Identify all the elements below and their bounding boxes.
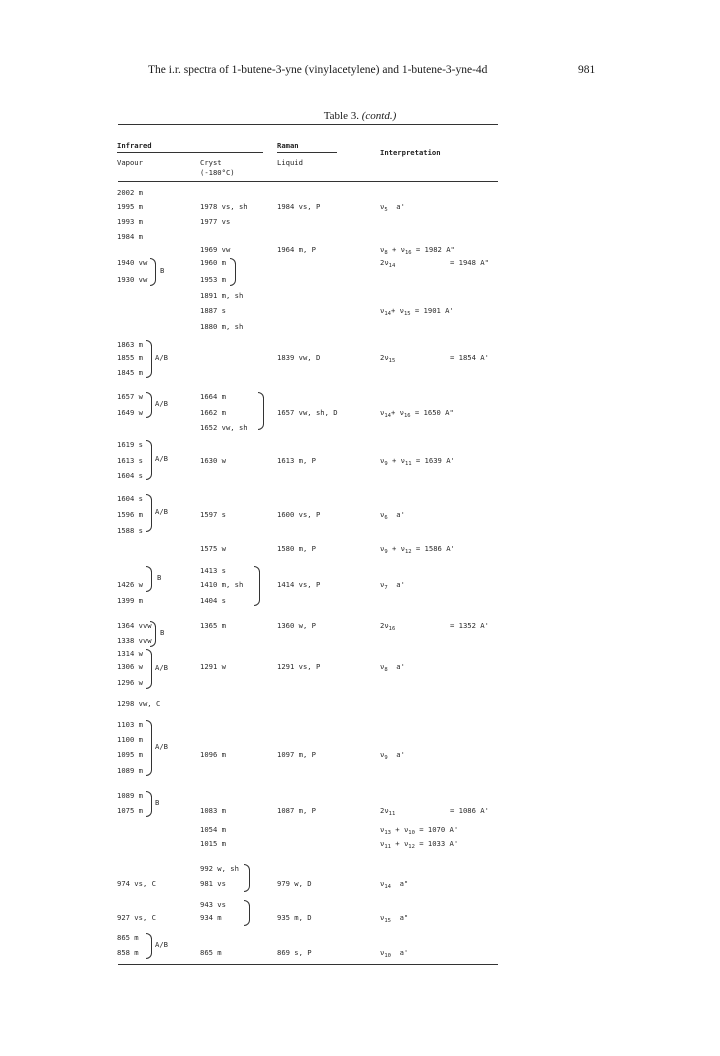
cryst-cell: 943 vs [200, 900, 226, 909]
interpretation-cell: $\nu_{14}+ \nu_{15} = 1901$ A' [380, 306, 454, 317]
vapour-cell: 1855 m [117, 353, 143, 362]
table-row [0, 662, 720, 672]
vapour-cell: 1100 m [117, 735, 143, 744]
band-type-tag: B [157, 573, 162, 582]
table-row [0, 766, 720, 776]
group-brace [146, 791, 152, 817]
cryst-cell: 1891 m, sh [200, 291, 244, 300]
interpretation-cell: $\nu_8 + \nu_{16} = 1982$ A" [380, 245, 455, 256]
header-interpretation: Interpretation [380, 148, 441, 157]
table-row [0, 750, 720, 760]
top-rule [118, 124, 498, 125]
cryst-cell: 1015 m [200, 839, 226, 848]
interpretation-value-cell: = 1352 A' [450, 621, 489, 630]
group-brace [254, 566, 260, 606]
table-row [0, 900, 720, 910]
group-brace [244, 864, 250, 892]
table-row [0, 678, 720, 688]
vapour-cell: 1993 m [117, 217, 143, 226]
cryst-cell: 934 m [200, 913, 222, 922]
vapour-cell: 1657 w [117, 392, 143, 401]
band-type-tag: B [160, 266, 165, 275]
table-row [0, 544, 720, 554]
vapour-cell: 1649 w [117, 408, 143, 417]
raman-underline [277, 152, 337, 153]
cryst-cell: 865 m [200, 948, 222, 957]
vapour-cell: 1095 m [117, 750, 143, 759]
table-row [0, 879, 720, 889]
cryst-cell: 1887 s [200, 306, 226, 315]
interpretation-cell: $\nu_9$ a' [380, 750, 405, 761]
table-row [0, 202, 720, 212]
table-row [0, 408, 720, 418]
liquid-cell: 1600 vs, P [277, 510, 321, 519]
table-row [0, 392, 720, 402]
table-row [0, 839, 720, 849]
band-type-tag: A/B [155, 353, 168, 362]
table-row [0, 456, 720, 466]
interpretation-cell: $\nu_7$ a' [380, 580, 405, 591]
table-row [0, 566, 720, 576]
table-row [0, 322, 720, 332]
group-brace [244, 900, 250, 926]
liquid-cell: 1613 m, P [277, 456, 316, 465]
liquid-cell: 1580 m, P [277, 544, 316, 553]
header-rule [118, 181, 498, 182]
cryst-cell: 981 vs [200, 879, 226, 888]
cryst-cell: 1083 m [200, 806, 226, 815]
band-type-tag: B [155, 798, 160, 807]
table-row [0, 306, 720, 316]
cryst-cell: 992 w, sh [200, 864, 239, 873]
cryst-cell: 1978 vs, sh [200, 202, 248, 211]
vapour-cell: 1619 s [117, 440, 143, 449]
cryst-cell: 1096 m [200, 750, 226, 759]
table-row [0, 636, 720, 646]
cryst-cell: 1291 w [200, 662, 226, 671]
bottom-rule [118, 964, 498, 965]
table-contd: (contd.) [361, 110, 397, 122]
interpretation-cell: $2\nu_{15}$ [380, 353, 396, 364]
vapour-cell: 1296 w [117, 678, 143, 687]
table-row [0, 232, 720, 242]
liquid-cell: 1984 vs, P [277, 202, 321, 211]
table-row [0, 735, 720, 745]
interpretation-cell: $\nu_6$ a' [380, 510, 405, 521]
liquid-cell: 869 s, P [277, 948, 312, 957]
running-head [0, 64, 720, 84]
band-type-tag: A/B [155, 940, 168, 949]
interpretation-value-cell: = 1086 A' [450, 806, 489, 815]
cryst-cell: 1977 vs [200, 217, 231, 226]
vapour-cell: 1426 w [117, 580, 143, 589]
group-brace [146, 933, 152, 959]
header-vapour: Vapour [117, 158, 143, 167]
vapour-cell: 1089 m [117, 791, 143, 800]
table-row [0, 423, 720, 433]
table-row [0, 526, 720, 536]
cryst-cell: 1365 m [200, 621, 226, 630]
header-infrared: Infrared [117, 141, 152, 150]
table-row [0, 580, 720, 590]
vapour-cell: 1604 s [117, 494, 143, 503]
interpretation-cell: $\nu_{10}$ a' [380, 948, 409, 959]
table-row [0, 353, 720, 363]
interpretation-cell: $\nu_9 + \nu_{12} = 1586$ A' [380, 544, 455, 555]
liquid-cell: 979 w, D [277, 879, 312, 888]
liquid-cell: 1414 vs, P [277, 580, 321, 589]
table-row [0, 217, 720, 227]
interpretation-cell: $\nu_{13} + \nu_{10} = 1070$ A' [380, 825, 459, 836]
table-row [0, 621, 720, 631]
header-cryst-temp: (-180°C) [200, 168, 235, 177]
vapour-cell: 1863 m [117, 340, 143, 349]
vapour-cell: 1588 s [117, 526, 143, 535]
cryst-cell: 1662 m [200, 408, 226, 417]
cryst-cell: 1575 w [200, 544, 226, 553]
group-brace [146, 440, 152, 480]
page-number: 981 [578, 64, 596, 76]
table-row [0, 188, 720, 198]
group-brace [146, 340, 152, 378]
vapour-cell: 1314 w [117, 649, 143, 658]
table-row [0, 258, 720, 268]
table-row [0, 245, 720, 255]
table-row [0, 291, 720, 301]
infrared-underline [117, 152, 263, 153]
vapour-cell: 1845 m [117, 368, 143, 377]
cryst-cell: 1880 m, sh [200, 322, 244, 331]
liquid-cell: 1964 m, P [277, 245, 316, 254]
band-type-tag: B [160, 628, 165, 637]
liquid-cell: 1087 m, P [277, 806, 316, 815]
cryst-cell: 1960 m [200, 258, 226, 267]
band-type-tag: A/B [155, 399, 168, 408]
table-row [0, 649, 720, 659]
table-row [0, 340, 720, 350]
table-row [0, 275, 720, 285]
cryst-cell: 1410 m, sh [200, 580, 244, 589]
table-row [0, 933, 720, 943]
table-row [0, 806, 720, 816]
vapour-cell: 1075 m [117, 806, 143, 815]
table-label: Table 3. [323, 110, 359, 122]
group-brace [146, 649, 152, 689]
table-row [0, 440, 720, 450]
cryst-cell: 1054 m [200, 825, 226, 834]
interpretation-cell: $\nu_{11} + \nu_{12} = 1033$ A' [380, 839, 459, 850]
liquid-cell: 1657 vw, sh, D [277, 408, 338, 417]
vapour-cell: 1306 w [117, 662, 143, 671]
header-liquid: Liquid [277, 158, 303, 167]
table-row [0, 825, 720, 835]
liquid-cell: 1097 m, P [277, 750, 316, 759]
cryst-cell: 1404 s [200, 596, 226, 605]
vapour-cell: 1103 m [117, 720, 143, 729]
group-brace [146, 392, 152, 418]
table-row [0, 494, 720, 504]
header-raman: Raman [277, 141, 299, 150]
cryst-cell: 1597 s [200, 510, 226, 519]
vapour-cell: 1940 vw [117, 258, 148, 267]
table-row [0, 368, 720, 378]
cryst-cell: 1630 w [200, 456, 226, 465]
table-row [0, 510, 720, 520]
running-title: The i.r. spectra of 1-butene-3-yne (vinylacetylene) and 1-butene-3-yne-4d [148, 64, 488, 76]
group-brace [146, 494, 152, 532]
vapour-cell: 2002 m [117, 188, 143, 197]
vapour-cell: 927 vs, C [117, 913, 156, 922]
vapour-cell: 1995 m [117, 202, 143, 211]
table-row [0, 913, 720, 923]
interpretation-value-cell: = 1948 A" [450, 258, 489, 267]
cryst-cell: 1969 vw [200, 245, 231, 254]
cryst-cell: 1953 m [200, 275, 226, 284]
table-row [0, 948, 720, 958]
interpretation-cell: $\nu_8$ a' [380, 662, 405, 673]
header-cryst: Cryst [200, 158, 222, 167]
liquid-cell: 1360 w, P [277, 621, 316, 630]
interpretation-cell: $\nu_9 + \nu_{11} = 1639$ A' [380, 456, 455, 467]
table-row [0, 720, 720, 730]
band-type-tag: A/B [155, 742, 168, 751]
interpretation-cell: $\nu_{14}+ \nu_{16} = 1650$ A" [380, 408, 454, 419]
group-brace [258, 392, 264, 430]
vapour-cell: 1089 m [117, 766, 143, 775]
table-row [0, 791, 720, 801]
table-row [0, 596, 720, 606]
interpretation-cell: $2\nu_{14}$ [380, 258, 396, 269]
interpretation-value-cell: = 1854 A' [450, 353, 489, 362]
cryst-cell: 1652 vw, sh [200, 423, 248, 432]
cryst-cell: 1664 m [200, 392, 226, 401]
vapour-cell: 1596 m [117, 510, 143, 519]
band-type-tag: A/B [155, 507, 168, 516]
interpretation-cell: $\nu_{15}$ a" [380, 913, 409, 924]
vapour-cell: 865 m [117, 933, 139, 942]
vapour-cell: 1364 vvw [117, 621, 152, 630]
group-brace [146, 720, 152, 776]
interpretation-cell: $2\nu_{16}$ [380, 621, 396, 632]
cryst-cell: 1413 s [200, 566, 226, 575]
liquid-cell: 1839 vw, D [277, 353, 321, 362]
vapour-cell: 974 vs, C [117, 879, 156, 888]
band-type-tag: A/B [155, 663, 168, 672]
vapour-cell: 1604 s [117, 471, 143, 480]
vapour-cell: 1984 m [117, 232, 143, 241]
interpretation-cell: $\nu_5$ a' [380, 202, 405, 213]
vapour-cell: 1338 vvw [117, 636, 152, 645]
vapour-cell: 858 m [117, 948, 139, 957]
table-row [0, 864, 720, 874]
vapour-cell: 1613 s [117, 456, 143, 465]
table-row [0, 471, 720, 481]
table-title [0, 110, 720, 122]
vapour-cell: 1298 vw, C [117, 699, 161, 708]
interpretation-cell: $\nu_{14}$ a" [380, 879, 409, 890]
group-brace [150, 258, 156, 286]
group-brace [230, 258, 236, 286]
group-brace [146, 566, 152, 592]
group-brace [150, 621, 156, 647]
liquid-cell: 1291 vs, P [277, 662, 321, 671]
liquid-cell: 935 m, D [277, 913, 312, 922]
vapour-cell: 1930 vw [117, 275, 148, 284]
table-row [0, 699, 720, 709]
interpretation-cell: $2\nu_{11}$ [380, 806, 396, 817]
band-type-tag: A/B [155, 454, 168, 463]
vapour-cell: 1399 m [117, 596, 143, 605]
